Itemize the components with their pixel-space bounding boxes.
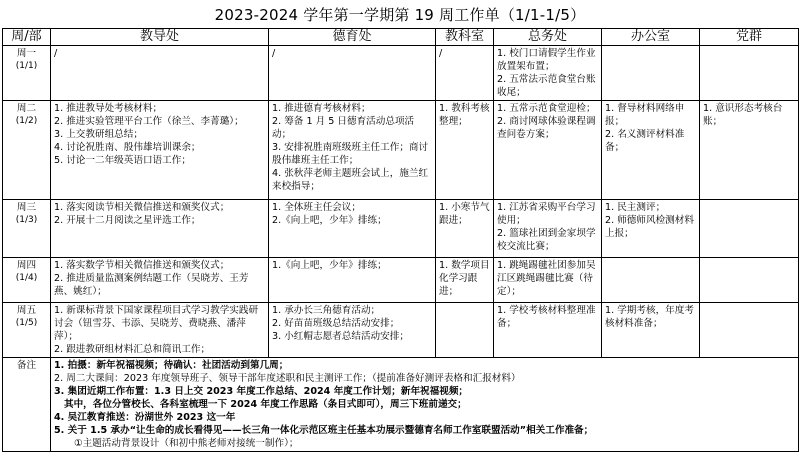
header-party-group: 党群 <box>700 29 799 46</box>
task-cell-moral-education <box>269 200 436 258</box>
day-name: 周二 <box>16 103 37 114</box>
day-row <box>3 258 799 303</box>
task-item: 1. 全体班主任会议； <box>272 202 361 213</box>
task-cell-research <box>436 101 494 200</box>
task-cell-general-affairs <box>494 258 602 303</box>
day-label-cell <box>3 303 51 358</box>
task-cell-general-affairs <box>494 200 602 258</box>
task-item: 1. 新课标背景下国家课程项目式学习教学实践研讨会（钮雪芬、韦添、吴晓芳、费晓燕、潘萍萍）； <box>54 305 259 342</box>
notes-cell <box>51 358 799 452</box>
task-item: 5. 讨论一二年级英语口语工作； <box>54 155 191 166</box>
task-item: 1. 民主测评； <box>605 202 666 213</box>
task-item: 1. 五常示范食堂迎检； <box>497 103 596 114</box>
notes-row <box>3 358 799 452</box>
task-item: / <box>272 48 276 59</box>
task-item: 3. 小红帽志愿者总结活动安排； <box>272 331 409 342</box>
note-item: 4. 吴江教育推送：汾湖世外 2023 这一年 <box>54 412 236 423</box>
task-item: 1. 意识形态考核台账； <box>703 103 783 127</box>
day-date: (1/5) <box>15 318 38 328</box>
task-item: 2. 师德师风检测材料上报； <box>605 215 694 239</box>
task-item: 4. 张秋萍老师主题班会试上，施兰红来校指导； <box>272 168 429 192</box>
task-item: 1.《向上吧，少年》排练； <box>272 260 387 271</box>
task-cell-moral-education <box>269 258 436 303</box>
task-cell-research <box>436 258 494 303</box>
task-item: 1. 承办长三角德育活动； <box>272 305 381 316</box>
task-item: 1. 校门口请假学生作业放置架布置； <box>497 48 596 72</box>
task-item: 1. 落实阅读节相关微信推送和颁奖仪式； <box>54 202 230 213</box>
task-cell-moral-education <box>269 101 436 200</box>
day-row <box>3 101 799 200</box>
task-item: 1. 数学项目化学习跟进； <box>439 260 490 297</box>
note-item: 5. 关于 1.5 承办“让生命的成长看得见——长三角一体化示范区班主任基本功展示暨德育名师工作室联盟活动”相关工作准备； <box>54 425 594 436</box>
task-item: 2. 商讨网球体验课程调查问卷方案； <box>497 116 596 140</box>
task-item: 2. 跟进教研组材料汇总和简讯工作； <box>54 344 211 355</box>
day-label-cell <box>3 200 51 258</box>
header-moral-education-office: 德育处 <box>269 29 436 46</box>
task-cell-research <box>436 46 494 101</box>
day-name: 周一 <box>16 48 37 59</box>
task-item: 1. 推进德育考核材料； <box>272 103 371 114</box>
task-item: 2. 五常法示范食堂台账收尾； <box>497 74 596 98</box>
task-cell-moral-education <box>269 46 436 101</box>
task-cell-party <box>700 303 799 358</box>
task-cell-research <box>436 303 494 358</box>
task-item: 1. 小寒节气跟进； <box>439 202 490 226</box>
task-cell-admin <box>602 46 700 101</box>
task-cell-party <box>700 46 799 101</box>
task-item: 2. 好苗苗班级总结活动安排； <box>272 318 400 329</box>
task-item: 3. 上交教研组总结； <box>54 129 143 140</box>
task-cell-admin <box>602 200 700 258</box>
header-admin-office: 办公室 <box>602 29 700 46</box>
note-item: 3. 集团近期工作布置：1.3 日上交 2023 年度工作总结、2024 年度工作计划；新年祝福视频； <box>54 386 469 397</box>
task-cell-party <box>700 101 799 200</box>
task-item: 1. 推进教导处考核材料； <box>54 103 163 114</box>
day-date: (1/4) <box>15 273 38 283</box>
day-name: 周四 <box>16 260 37 271</box>
day-label-cell <box>3 46 51 101</box>
task-item: 1. 跳绳踢毽社团参加吴江区跳绳踢毽比赛（待定）； <box>497 260 596 297</box>
header-week-dept: 周/部 <box>3 29 51 46</box>
task-cell-admin <box>602 258 700 303</box>
day-label-cell <box>3 258 51 303</box>
task-cell-teaching <box>51 258 269 303</box>
task-item: 1. 学校考核材料整理准备； <box>497 305 596 329</box>
task-item: 2.《向上吧，少年》排练； <box>272 215 387 226</box>
task-item: 2. 推进质量监测案例结题工作（吴晓芳、王芳燕、姚红）； <box>54 273 249 297</box>
header-row <box>3 29 799 46</box>
day-row <box>3 200 799 258</box>
task-item: 1. 督导材料网络申报； <box>605 103 685 127</box>
task-item: 1. 江苏省采购平台学习使用； <box>497 202 596 226</box>
task-item: 4. 讨论祝胜南、殷伟雄培训课余； <box>54 142 201 153</box>
note-item: 1. 拍摄：新年祝福视频；待确认：社团活动到第几周； <box>54 360 289 371</box>
task-item: 1. 教科考核整理； <box>439 103 490 127</box>
task-cell-teaching <box>51 101 269 200</box>
note-item: 2. 周二大课间：2023 年度领导班子、领导干部年度述职和民主测评工作；（提前准备好测评表格和汇报材料） <box>54 373 521 384</box>
note-item: 其中，各位分管校长、各科室梳理一下 2024 年度工作思路（条目式即可），周三下班前递交； <box>64 399 467 410</box>
day-date: (1/3) <box>15 215 38 225</box>
task-cell-general-affairs <box>494 303 602 358</box>
day-date: (1/2) <box>15 116 38 126</box>
task-cell-moral-education <box>269 303 436 358</box>
header-general-affairs-office: 总务处 <box>494 29 602 46</box>
task-item: 2. 名义测评材料准备； <box>605 129 685 153</box>
day-date: (1/1) <box>15 61 38 71</box>
day-name: 周三 <box>16 202 37 213</box>
task-item: 3. 安排祝胜南班级班主任工作；商讨殷伟雄班主任工作； <box>272 142 429 166</box>
task-cell-research <box>436 200 494 258</box>
task-item: 2. 开展十二月阅读之星评选工作； <box>54 215 201 226</box>
day-row <box>3 46 799 101</box>
task-cell-general-affairs <box>494 101 602 200</box>
note-item: ①主题活动背景设计（和初中熊老师对接统一制作）； <box>74 438 299 449</box>
task-item: 1. 落实数学节相关微信推送和颁奖仪式； <box>54 260 230 271</box>
task-item: / <box>439 48 443 59</box>
task-cell-admin <box>602 101 700 200</box>
task-item: 2. 篮球社团到金家坝学校交流比赛； <box>497 228 596 252</box>
task-item: 2. 推进实验管理平台工作（徐兰、李菁璐）； <box>54 116 244 127</box>
header-teaching-office: 教导处 <box>51 29 269 46</box>
notes-label: 备注 <box>3 358 51 452</box>
task-item: / <box>54 48 58 59</box>
task-item: 1. 学期考核，年度考核材料准备； <box>605 305 694 329</box>
task-cell-party <box>700 258 799 303</box>
day-label-cell <box>3 101 51 200</box>
task-item: 2. 筹备 1 月 5 日德育活动总项活动； <box>272 116 415 140</box>
task-cell-admin <box>602 303 700 358</box>
header-research-office: 教科室 <box>436 29 494 46</box>
day-name: 周五 <box>16 305 37 316</box>
page-title: 2023-2024 学年第一学期第 19 周工作单（1/1-1/5） <box>214 6 586 24</box>
task-cell-teaching <box>51 46 269 101</box>
task-cell-general-affairs <box>494 46 602 101</box>
task-cell-party <box>700 200 799 258</box>
task-cell-teaching <box>51 303 269 358</box>
day-row <box>3 303 799 358</box>
weekly-schedule-table <box>2 28 799 452</box>
task-cell-teaching <box>51 200 269 258</box>
